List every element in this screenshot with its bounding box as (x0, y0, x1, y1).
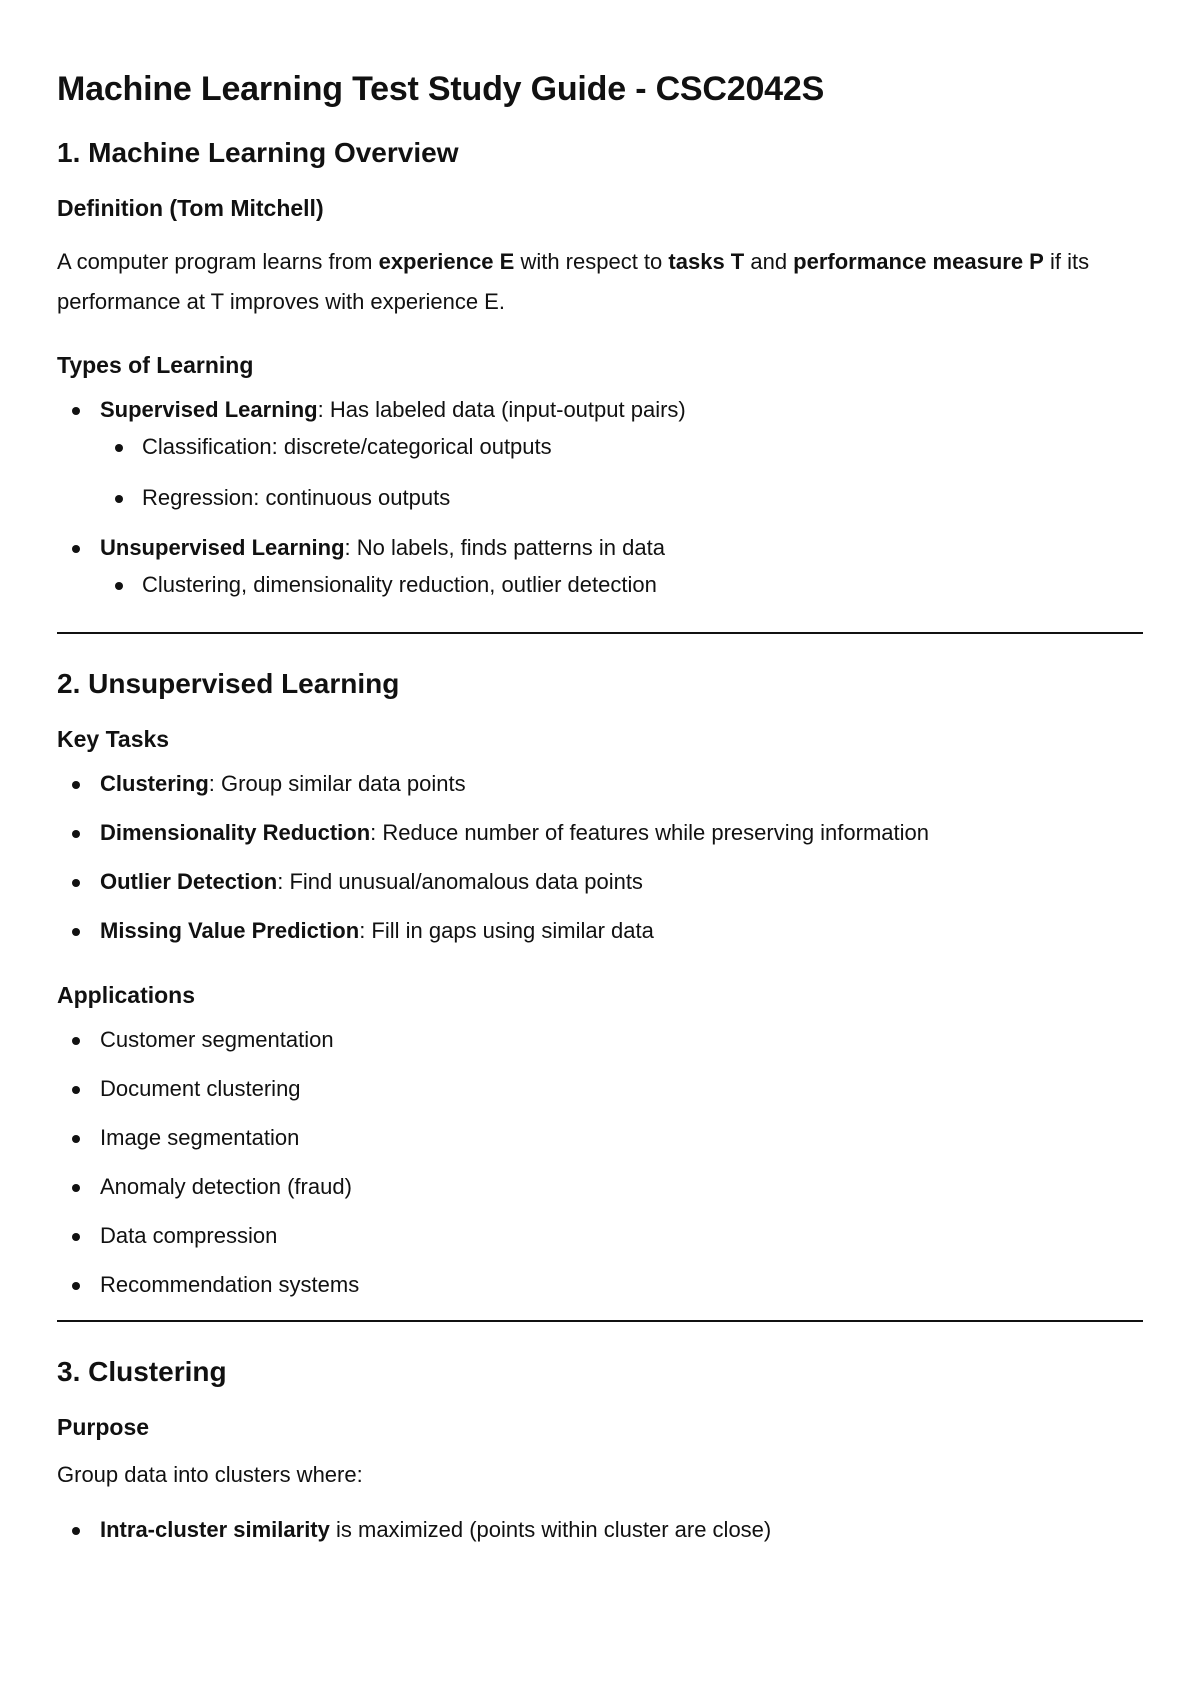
definition-text: A computer program learns from experience E with respect to tasks T and performance measure P if its performance at T improves with experience E. (57, 249, 1090, 314)
list-item-unsupervised: Unsupervised Learning: No labels, finds patterns in data Clustering, dimensionality reduction, outlier detection (57, 533, 1143, 600)
applications-heading: Applications (57, 982, 196, 1008)
purpose-list (57, 1515, 1143, 1545)
list-item: Outlier Detection: Find unusual/anomalous data points (57, 867, 1143, 897)
list-item: Clustering, dimensionality reduction, outlier detection (100, 570, 1143, 600)
definition-heading: Definition (Tom Mitchell) (57, 195, 324, 221)
section-divider (57, 632, 1143, 634)
list-item: Recommendation systems (57, 1270, 1143, 1300)
list-item: Classification: discrete/categorical outputs (100, 432, 1143, 462)
purpose-heading: Purpose (57, 1414, 150, 1440)
list-item: Missing Value Prediction: Fill in gaps using similar data (57, 916, 1143, 946)
applications-list (57, 1025, 1143, 1300)
section-2-heading: 2. Unsupervised Learning (57, 668, 400, 699)
unsupervised-sublist (100, 570, 1143, 600)
purpose-text: Group data into clusters where: (57, 1462, 363, 1487)
supervised-sublist (100, 432, 1143, 513)
section-3-heading: 3. Clustering (57, 1356, 227, 1387)
list-item: Customer segmentation (57, 1025, 1143, 1055)
section-1-heading: 1. Machine Learning Overview (57, 137, 459, 168)
list-item: Document clustering (57, 1074, 1143, 1104)
types-heading: Types of Learning (57, 352, 254, 378)
types-list (57, 395, 1143, 600)
list-item: Data compression (57, 1221, 1143, 1251)
document-title: Machine Learning Test Study Guide - CSC2042S (57, 70, 825, 108)
list-item: Dimensionality Reduction: Reduce number of features while preserving information (57, 818, 1143, 848)
list-item: Image segmentation (57, 1123, 1143, 1153)
list-item-supervised: Supervised Learning: Has labeled data (input-output pairs) Classification: discrete/categorical outputs Regression: continuous outputs (57, 395, 1143, 513)
section-divider (57, 1320, 1143, 1322)
list-item: Regression: continuous outputs (100, 483, 1143, 513)
key-tasks-list (57, 769, 1143, 946)
key-tasks-heading: Key Tasks (57, 726, 170, 752)
list-item: Clustering: Group similar data points (57, 769, 1143, 799)
list-item: Anomaly detection (fraud) (57, 1172, 1143, 1202)
list-item: Intra-cluster similarity is maximized (points within cluster are close) (57, 1515, 1143, 1545)
